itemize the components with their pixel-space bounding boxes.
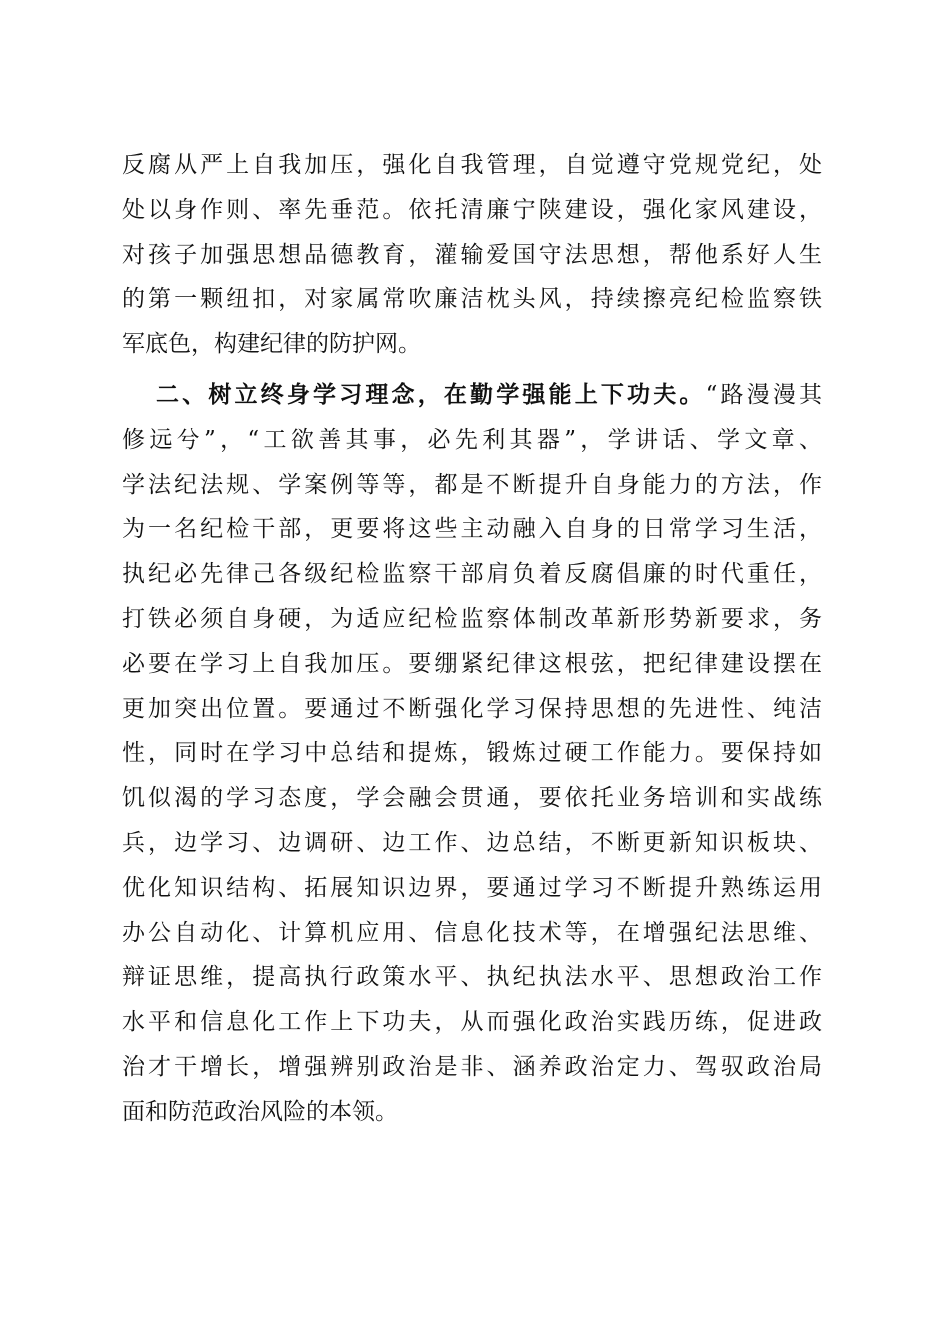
text-line: 反腐从严上自我加压，强化自我管理，自觉遵守党规党纪，处 [122, 152, 822, 178]
text-line: 处以身作则、率先垂范。依托清廉宁陕建设，强化家风建设， [122, 196, 822, 223]
paragraph-first-line [122, 373, 822, 418]
text-line: 打铁必须自身硬，为适应纪检监察体制改革新形势新要求，务 [122, 605, 822, 632]
text-line: 水平和信息化工作上下功夫，从而强化政治实践历练，促进政 [122, 1009, 822, 1036]
paragraph-lifelong-learning [122, 373, 822, 1135]
text-line: 优化知识结构、拓展知识边界，要通过学习不断提升熟练运用 [122, 874, 822, 901]
document-body [122, 143, 822, 1135]
text-line: 修远兮”，“工欲善其事，必先利其器”，学讲话、学文章、 [122, 426, 822, 453]
paragraph-discipline [122, 143, 822, 367]
text-line: 执纪必先律己各级纪检监察干部肩负着反腐倡廉的时代重任， [122, 561, 822, 588]
text-line: 对孩子加强思想品德教育，灌输爱国守法思想，帮他系好人生 [122, 241, 822, 268]
text-line: 兵，边学习、边调研、边工作、边总结，不断更新知识板块、 [122, 829, 822, 856]
text-line: 饥似渴的学习态度，学会融会贯通，要依托业务培训和实战练 [122, 785, 822, 812]
text-line: 治才干增长，增强辨别政治是非、涵养政治定力、驾驭政治局 [122, 1053, 822, 1080]
text-run: “路漫漫其 [705, 381, 822, 408]
text-line: 为一名纪检干部，更要将这些主动融入自身的日常学习生活， [122, 516, 822, 543]
text-line: 学法纪法规、学案例等等，都是不断提升自身能力的方法，作 [122, 471, 822, 498]
section-heading: 二、树立终身学习理念，在勤学强能上下功夫。 [156, 381, 706, 408]
text-line: 面和防范政治风险的本领。 [122, 1098, 398, 1125]
text-line: 辩证思维，提高执行政策水平、执纪执法水平、思想政治工作 [122, 964, 822, 991]
text-line: 性，同时在学习中总结和提炼，锻炼过硬工作能力。要保持如 [122, 740, 822, 767]
text-line: 办公自动化、计算机应用、信息化技术等，在增强纪法思维、 [122, 919, 822, 946]
text-line: 军底色，构建纪律的防护网。 [122, 331, 421, 358]
text-line: 更加突出位置。要通过不断强化学习保持思想的先进性、纯洁 [122, 695, 822, 722]
text-line: 的第一颗纽扣，对家属常吹廉洁枕头风，持续擦亮纪检监察铁 [122, 286, 822, 313]
text-line: 必要在学习上自我加压。要绷紧纪律这根弦，把纪律建设摆在 [122, 650, 822, 677]
